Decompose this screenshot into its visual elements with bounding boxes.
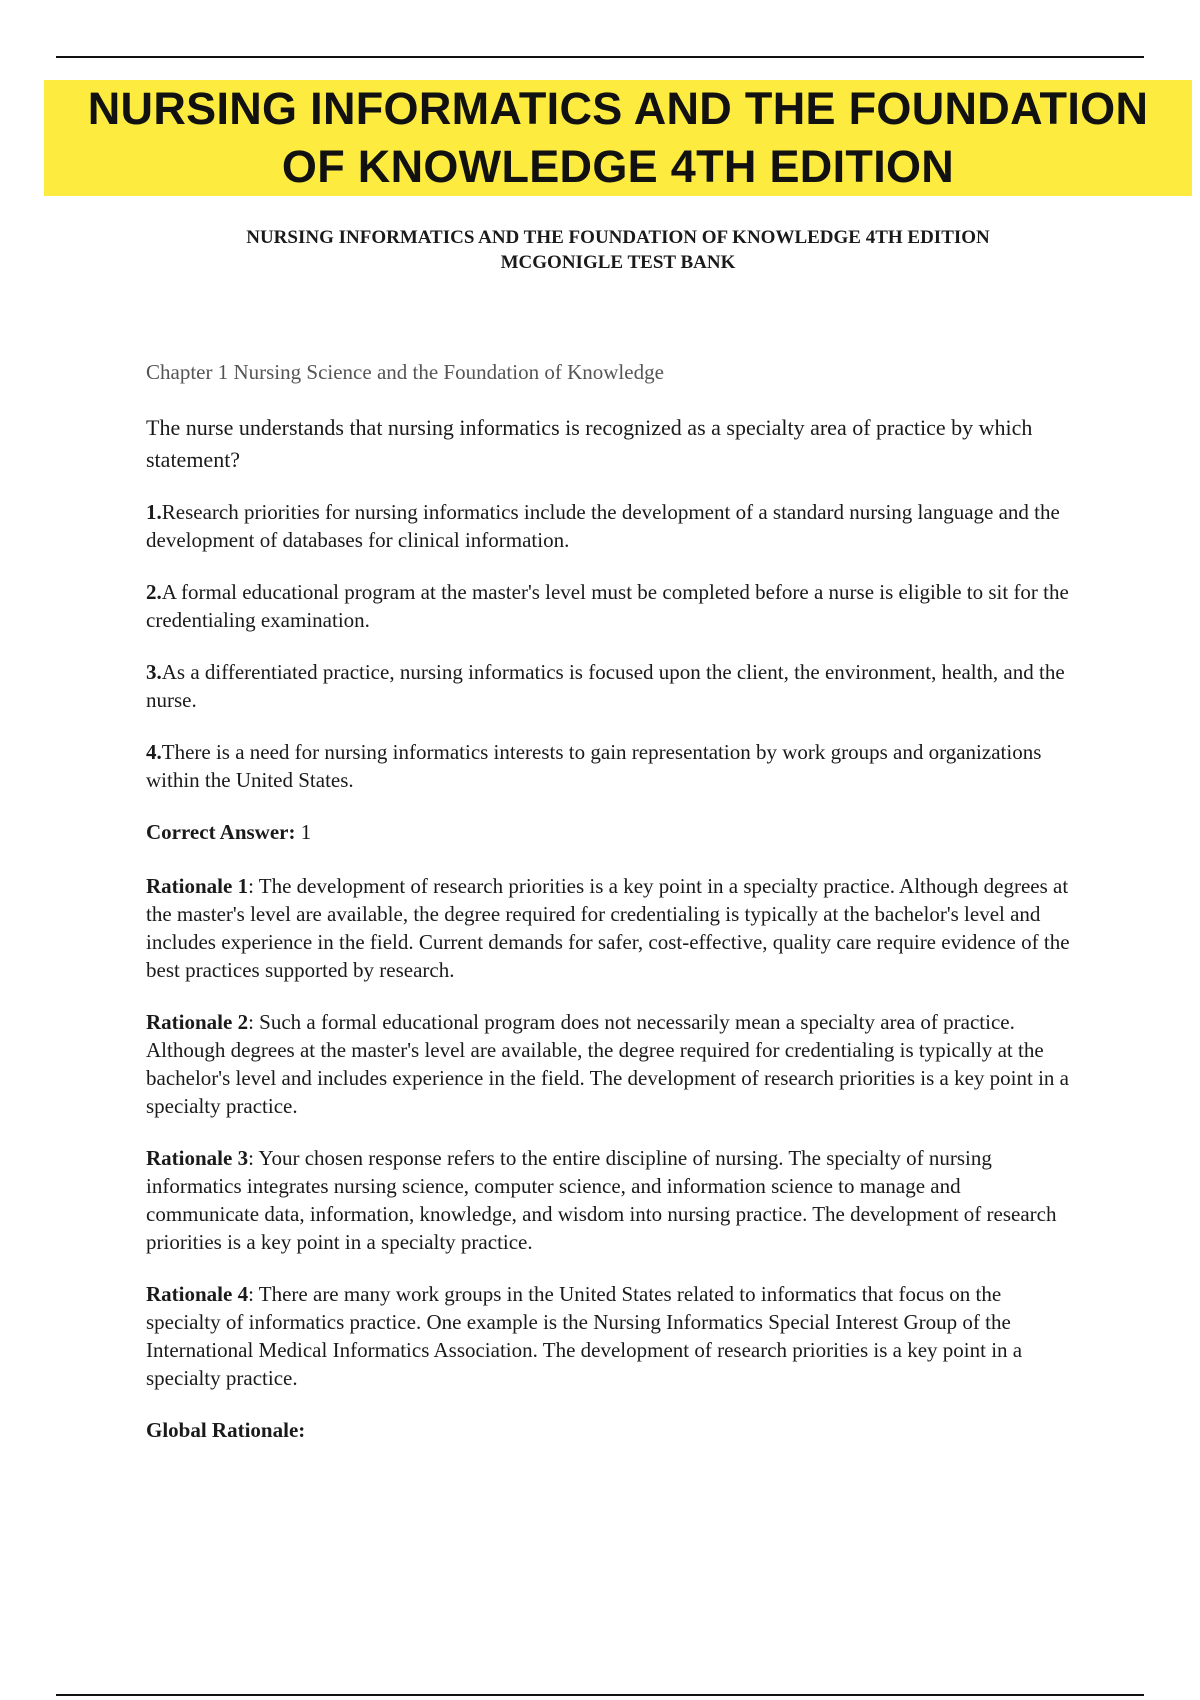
option-text: A formal educational program at the master's level must be completed before a nurse is eligible to sit for the credentialing examination. <box>146 580 1069 632</box>
rationale-label: Rationale 4 <box>146 1282 249 1306</box>
top-divider <box>56 56 1144 58</box>
correct-answer <box>146 818 1076 846</box>
chapter-heading: Chapter 1 Nursing Science and the Foundation of Knowledge <box>146 360 664 384</box>
option-text: Research priorities for nursing informatics include the development of a standard nursing language and the development of databases for clinical information. <box>146 500 1060 552</box>
rationale-label: Rationale 3 <box>146 1146 249 1170</box>
rationale-text: : Your chosen response refers to the entire discipline of nursing. The specialty of nursing informatics integrates nursing science, computer science, and information science to manage and communicate data, information, knowledge, and wisdom into nursing practice. The development of research priorities is a key point in a specialty practice. <box>146 1146 1057 1254</box>
answer-option-3 <box>146 658 1076 714</box>
banner-title-line-2: OF KNOWLEDGE 4TH EDITION <box>281 141 955 192</box>
question-stem: The nurse understands that nursing informatics is recognized as a specialty area of practice by which statement? <box>146 415 1033 472</box>
banner-title-line-1: NURSING INFORMATICS AND THE FOUNDATION <box>87 83 1149 134</box>
subtitle-line-1: NURSING INFORMATICS AND THE FOUNDATION OF KNOWLEDGE 4TH EDITION <box>246 227 990 248</box>
rationale-4 <box>146 1280 1076 1392</box>
rationale-3 <box>146 1144 1076 1256</box>
answer-option-4 <box>146 738 1076 794</box>
rationale-label: Rationale 2 <box>146 1010 249 1034</box>
option-text: There is a need for nursing informatics interests to gain representation by work groups and organizations within the United States. <box>146 740 1042 792</box>
document-subtitle <box>0 225 1200 275</box>
global-rationale-label: Global Rationale: <box>146 1418 306 1442</box>
option-number: 4. <box>146 740 162 764</box>
answer-option-2 <box>146 578 1076 634</box>
rationale-2 <box>146 1008 1076 1120</box>
rationale-text: : The development of research priorities is a key point in a specialty practice. Although degrees at the master's level are available, the degree required for credentialing is typically at the bachelor's level and includes experience in the field. Current demands for safer, cost-effective, quality care require evidence of the best practices supported by research. <box>146 874 1070 982</box>
option-number: 3. <box>146 660 162 684</box>
rationale-label: Rationale 1 <box>146 874 249 898</box>
title-banner <box>44 80 1192 196</box>
question-content <box>146 358 1076 1444</box>
answer-option-1 <box>146 498 1076 554</box>
rationale-text: : Such a formal educational program does not necessarily mean a specialty area of practice. Although degrees at the master's level are available, the degree required for credentialing is typically at the bachelor's level and includes experience in the field. The development of research priorities is a key point in a specialty practice. <box>146 1010 1069 1118</box>
correct-answer-label: Correct Answer: <box>146 820 296 844</box>
option-number: 1. <box>146 500 162 524</box>
bottom-divider <box>56 1694 1144 1696</box>
subtitle-line-2: MCGONIGLE TEST BANK <box>500 252 736 273</box>
option-number: 2. <box>146 580 162 604</box>
option-text: As a differentiated practice, nursing informatics is focused upon the client, the environment, health, and the nurse. <box>146 660 1065 712</box>
rationale-1 <box>146 872 1076 984</box>
correct-answer-value: 1 <box>295 820 312 844</box>
rationale-text: : There are many work groups in the United States related to informatics that focus on the specialty of informatics practice. One example is the Nursing Informatics Special Interest Group of the International Medical Informatics Association. The development of research priorities is a key point in a specialty practice. <box>146 1282 1023 1390</box>
